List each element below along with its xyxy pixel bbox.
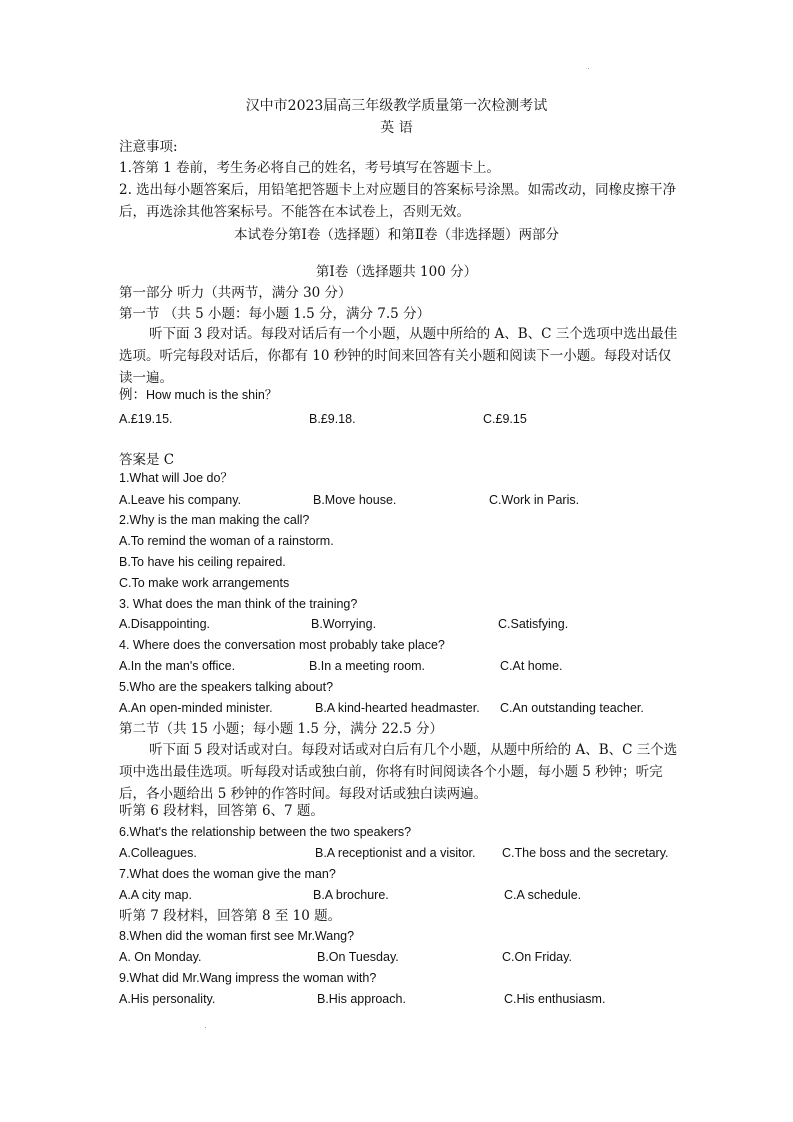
- option-b: B.A brochure.: [313, 888, 389, 902]
- option-a: A.A city map.: [119, 888, 192, 902]
- option-a: A.In the man's office.: [119, 659, 236, 673]
- question-text: 2.Why is the man making the call?: [119, 513, 310, 527]
- example-option-b: B.£9.18.: [309, 412, 356, 426]
- option-a: A.Leave his company.: [119, 493, 242, 507]
- notice-heading: 注意事项:: [119, 139, 178, 155]
- option-b: B.On Tuesday.: [317, 950, 399, 964]
- option-b: B.A kind-hearted headmaster.: [315, 701, 480, 715]
- example-row: [119, 385, 277, 405]
- option-c: C.His enthusiasm.: [504, 992, 606, 1006]
- section1-instructions: 听下面 3 段对话。每段对话后有一个小题，从题中所给的 A、B、C 三个选项中选出最佳选项。听完每段对话后，你都有 10 秒钟的时间来回答有关小题和阅读下一小题。每段对话仅读一遍。: [119, 326, 678, 386]
- option-a: A.An open-minded minister.: [119, 701, 273, 715]
- option-b: B.To have his ceiling repaired.: [119, 555, 286, 569]
- option-a: A.To remind the woman of a rainstorm.: [119, 534, 334, 548]
- question-text: 4. Where does the conversation most probably take place?: [119, 638, 445, 652]
- option-c: C.At home.: [500, 659, 563, 673]
- option-b: B.In a meeting room.: [309, 659, 426, 673]
- option-c: C.The boss and the secretary.: [502, 846, 669, 860]
- option-b: B.A receptionist and a visitor.: [315, 846, 476, 860]
- question-text: 5.Who are the speakers talking about?: [119, 680, 334, 694]
- option-c: C.To make work arrangements: [119, 576, 290, 590]
- question-text: 7.What does the woman give the man?: [119, 867, 336, 881]
- section2-heading: 第二节（共 15 小题；每小题 1.5 分，满分 22.5 分）: [119, 721, 443, 737]
- option-a: A.His personality.: [119, 992, 216, 1006]
- option-a: A.Disappointing.: [119, 617, 211, 631]
- volume1-heading: 第Ⅰ卷（选择题共 100 分）: [315, 264, 478, 280]
- notice-item-2: 2. 选出每小题答案后，用铅笔把答题卡上对应题目的答案标号涂黑。如需改动，同橡皮擦干净后，再选涂其他答案标号。不能答在本试卷上，否则无效。: [119, 182, 677, 220]
- scan-dot: [205, 1027, 206, 1028]
- question-text: 3. What does the man think of the training?: [119, 597, 358, 611]
- option-b: B.Move house.: [313, 493, 397, 507]
- example-question: How much is the shin？: [146, 388, 278, 402]
- notice-item-1: 1.答第 1 卷前，考生务必将自己的姓名，考号填写在答题卡上。: [119, 160, 501, 176]
- example-label: 例：: [119, 387, 146, 403]
- question-text: 1.What will Joe do？: [119, 471, 233, 485]
- paper-structure: 本试卷分第Ⅰ卷（选择题）和第Ⅱ卷（非选择题）两部分: [233, 227, 559, 243]
- exam-subject: 英 语: [380, 120, 413, 136]
- option-c: C.Work in Paris.: [489, 493, 580, 507]
- option-c: C.A schedule.: [504, 888, 582, 902]
- example-option-a: A.£19.15.: [119, 412, 173, 426]
- question-text: 9.What did Mr.Wang impress the woman with?: [119, 971, 377, 985]
- section2-instructions: 听下面 5 段对话或对白。每段对话或对白后有几个小题，从题中所给的 A、B、C 三个选项中选出最佳选项。听每段对话或独白前，你将有时间阅读各个小题，每小题 5 秒钟；听完后，各小题给出 5 秒钟的作答时间。每段对话或独白读两遍。: [119, 742, 678, 802]
- exam-title: 汉中市2023届高三年级教学质量第一次检测考试: [245, 98, 548, 114]
- example-option-c: C.£9.15: [483, 412, 527, 426]
- option-c: C.On Friday.: [502, 950, 572, 964]
- question-text: 8.When did the woman first see Mr.Wang?: [119, 929, 355, 943]
- option-b: B.Worrying.: [311, 617, 377, 631]
- material7-heading: 听第 7 段材料，回答第 8 至 10 题。: [119, 908, 342, 924]
- section1-heading: 第一节 （共 5 小题：每小题 1.5 分，满分 7.5 分）: [119, 306, 431, 322]
- example-answer: 答案是 C: [119, 452, 175, 468]
- material6-heading: 听第 6 段材料，回答第 6、7 题。: [119, 803, 324, 819]
- option-b: B.His approach.: [317, 992, 406, 1006]
- scan-dot: [588, 68, 589, 69]
- option-c: C.An outstanding teacher.: [500, 701, 644, 715]
- question-text: 6.What's the relationship between the two speakers?: [119, 825, 412, 839]
- option-a: A.Colleagues.: [119, 846, 197, 860]
- option-a: A. On Monday.: [119, 950, 202, 964]
- option-c: C.Satisfying.: [498, 617, 569, 631]
- part1-heading: 第一部分 听力（共两节，满分 30 分）: [119, 285, 352, 301]
